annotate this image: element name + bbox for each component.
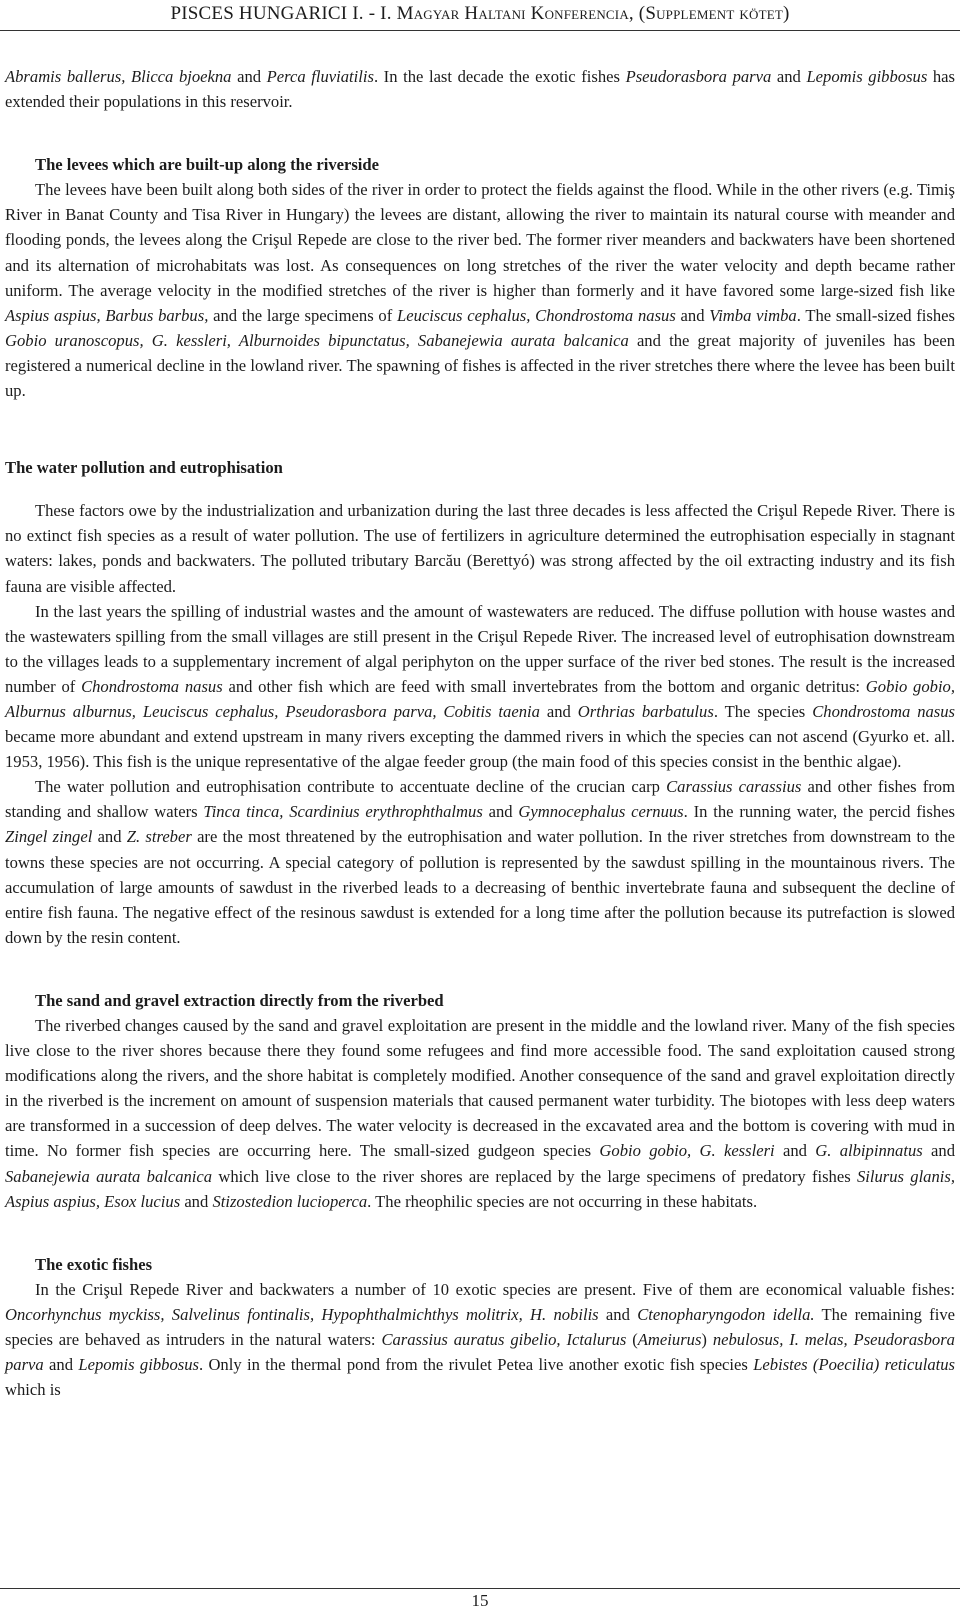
spacer [5,403,955,455]
text-run: In the last years the spilling of industrial wastes and the amount of wastewaters are reduced. The diffuse pollution with house wastes and the wastewaters spilling from the small villages are still present in the Crişul Repede River. The increased level of eutrophisation downstream to the villages leads to a supplementary increment of algal periphyton on the upper surface of the river bed stones. The result is the increased number of [5,601,955,696]
species-name: Ctenopharyngodon idella. [637,1304,815,1324]
section-heading-pollution: The water pollution and eutrophisation [5,458,283,478]
text-run: and [771,67,807,86]
text-run: In the Crişul Repede River and backwaters a number of 10 exotic species are present. Five of them are economical valuable fishes: [35,1279,955,1299]
paragraph-pollution-2 [5,599,955,775]
section-heading-sand: The sand and gravel extraction directly from the riverbed [35,990,444,1010]
header-subtitle: Magyar Haltani Konferencia, (Supplement kötet) [396,3,790,24]
text-run: and [774,1141,816,1161]
text-run: . Only in the thermal pond from the rivulet Petea live another exotic fish species [198,1355,754,1375]
species-name: Leuciscus cephalus, Chondrostoma nasus [397,305,676,325]
species-name: Abramis ballerus, Blicca bjoekna [5,67,232,86]
page-body [5,64,955,1402]
text-run: are the most threatened by the eutrophisation and water pollution. In the river stretches from downstream to the towns these species are not occurring. A special category of pollution is represented by the sawdust spilling in the mountainous rivers. The accumulation of large amounts of sawdust in the riverbed leads to a decreasing of benthic invertebrate fauna and subsequent the decline of entire fish fauna. The negative effect of the resinous sawdust is extended for a long time after the pollution because its putrefaction is slowed down by the resin content. [5,827,955,947]
text-run: which live close to the river shores are replaced by the large specimens of predatory fishes [212,1166,857,1186]
paragraph-pollution-1: These factors owe by the industrialization and urbanization during the last three decades is less affected the Crişul Repede River. There is no extinct fish species as a result of water pollution. The use of fertilizers in agriculture determined the eutrophisation especially in stagnant waters: lakes, ponds and backwaters. The polluted tributary Barcău (Berettyó) was strong affected by the oil extracting industry and its fish fauna are visible affected. [5,501,955,596]
paragraph-sand [5,1013,955,1214]
paragraph-levees [5,177,955,403]
text-run: and the large specimens of [208,305,398,325]
running-header [0,0,960,37]
species-name: Gobio gobio, Alburnus alburnus, Leuciscus cephalus, Pseudorasbora parva, Cobitis taenia [5,676,955,721]
spacer [5,1214,955,1252]
species-name: Ameiurus [637,1330,702,1350]
footer-divider [0,1588,960,1589]
page-number: 15 [471,1591,489,1610]
text-run: and [231,67,267,86]
text-run: and [598,1304,638,1324]
text-run: . In the running water, the percid fishes [683,802,955,822]
text-run: became more abundant and extend upstream in many rivers excepting the dammed rivers in which the species can not ascend (Gyurko et. all. 1953, 1956). This fish is the unique representative of the algae feeder group (the main food of this species consist in the benthic algae). [5,727,955,772]
text-run: and [180,1191,213,1211]
text-run: and the great majority of juveniles has been registered a numerical decline in the lowland river. The spawning of fishes is affected in the river stretches there where the levee has been built up. [5,330,955,401]
species-name: Aspius aspius, Barbus barbus, [5,305,209,325]
spacer [5,480,955,498]
text-run: which is [5,1380,61,1400]
species-name: Lepomis gibbosus [806,67,928,86]
species-name: Vimba vimba [709,305,797,325]
species-name: Perca fluviatilis [266,67,374,86]
species-name: Chondrostoma nasus [81,676,223,696]
species-name: Tinca tinca, Scardinius erythrophthalmus [203,802,483,822]
text-run: and other fishes from standing and shallow waters [5,777,956,822]
species-name: Lepomis gibbosus [78,1355,199,1375]
text-run: The remaining five species are behaved as intruders in the natural waters: [5,1304,955,1350]
spacer [5,950,955,988]
text-run: . In the last decade the exotic fishes [373,67,626,86]
species-name: Zingel zingel [5,827,93,847]
text-run: . The species [713,701,813,721]
text-run: . The small-sized fishes [796,305,955,325]
paragraph-intro [5,64,955,114]
header-title: PISCES HUNGARICI I. - I. [170,3,397,24]
section-heading-levees: The levees which are built-up along the riverside [35,155,380,175]
species-name: Stizostedion lucioperca [212,1191,368,1211]
text-run: The levees have been built along both sides of the river in order to protect the fields against the flood. While in the other rivers (e.g. Timiş River in Banat County and Tisa River in Hungary) the levees are distant, allowing the river to maintain its natural course with meander and flooding ponds, the levees along the Crişul Repede are close to the river bed. The former river meanders and backwaters have been shortened and its alternation of microhabitats was lost. As consequences on long stretches of the river the water velocity and depth became rather uniform. The average velocity in the modified stretches of the river is higher than formerly and it have favored some large-sized fish like [5,180,955,300]
text-run: and [43,1355,79,1375]
text-run: and [675,305,710,325]
species-name: Z. streber [126,827,192,847]
species-name: Carassius carassius [666,777,802,797]
species-name: Pseudorasbora parva [625,67,772,86]
species-name: Carassius auratus gibelio, Ictalurus [381,1330,627,1350]
species-name: G. albipinnatus [815,1141,923,1161]
text-run: has extended their populations in this reservoir. [5,67,955,112]
text-run: and [92,827,127,847]
species-name: Oncorhynchus myckiss, Salvelinus fontinalis, Hypophthalmichthys molitrix, H. nobilis [5,1304,599,1324]
species-name: nebulosus, I. melas, Pseudorasbora parva [5,1330,955,1375]
species-name: Chondrostoma nasus [812,701,956,721]
species-name: Gobio gobio, G. kessleri [599,1141,775,1161]
text-run: ( [626,1330,638,1350]
text-run: and other fish which are feed with small invertebrates from the bottom and organic detritus: [222,676,866,696]
text-run: and [539,701,578,721]
paragraph-pollution-3 [5,774,955,950]
species-name: Gymnocephalus cernuus [518,802,684,822]
species-name: Silurus glanis, Aspius aspius, Esox lucius [5,1166,955,1211]
text-run: The riverbed changes caused by the sand and gravel exploitation are present in the middle and the lowland river. Many of the fish species live close to the river shores because there they found some refugees and find more accessible food. The sand exploitation caused strong modifications along the rivers, and the shore habitat is completely modified. Another consequence of the sand and gravel exploitation directly in the riverbed is the increment on amount of suspension materials that caused permanent water turbidity. The biotopes with less deep waters are transformed in a succession of deep delves. The water velocity is decreased in the excavated area and the bottom is covering with mud in time. No former fish species are occurring here. The small-sized gudgeon species [5,1016,955,1161]
header-divider [0,30,960,31]
paragraph-exotic [5,1277,955,1402]
species-name: Lebistes (Poecilia) reticulatus [753,1355,955,1375]
text-run: ) [701,1330,713,1350]
species-name: Sabanejewia aurata balcanica [5,1166,213,1186]
text-run: . The rheophilic species are not occurring in these habitats. [367,1191,758,1211]
species-name: Gobio uranoscopus, G. kessleri, Alburnoides bipunctatus, Sabanejewia aurata balcanica [5,330,629,350]
section-heading-exotic: The exotic fishes [35,1254,153,1274]
text-run: The water pollution and eutrophisation contribute to accentuate decline of the crucian carp [35,777,667,797]
text-run: and [922,1141,955,1161]
spacer [5,114,955,152]
text-run: and [482,802,519,822]
species-name: Orthrias barbatulus [577,701,714,721]
